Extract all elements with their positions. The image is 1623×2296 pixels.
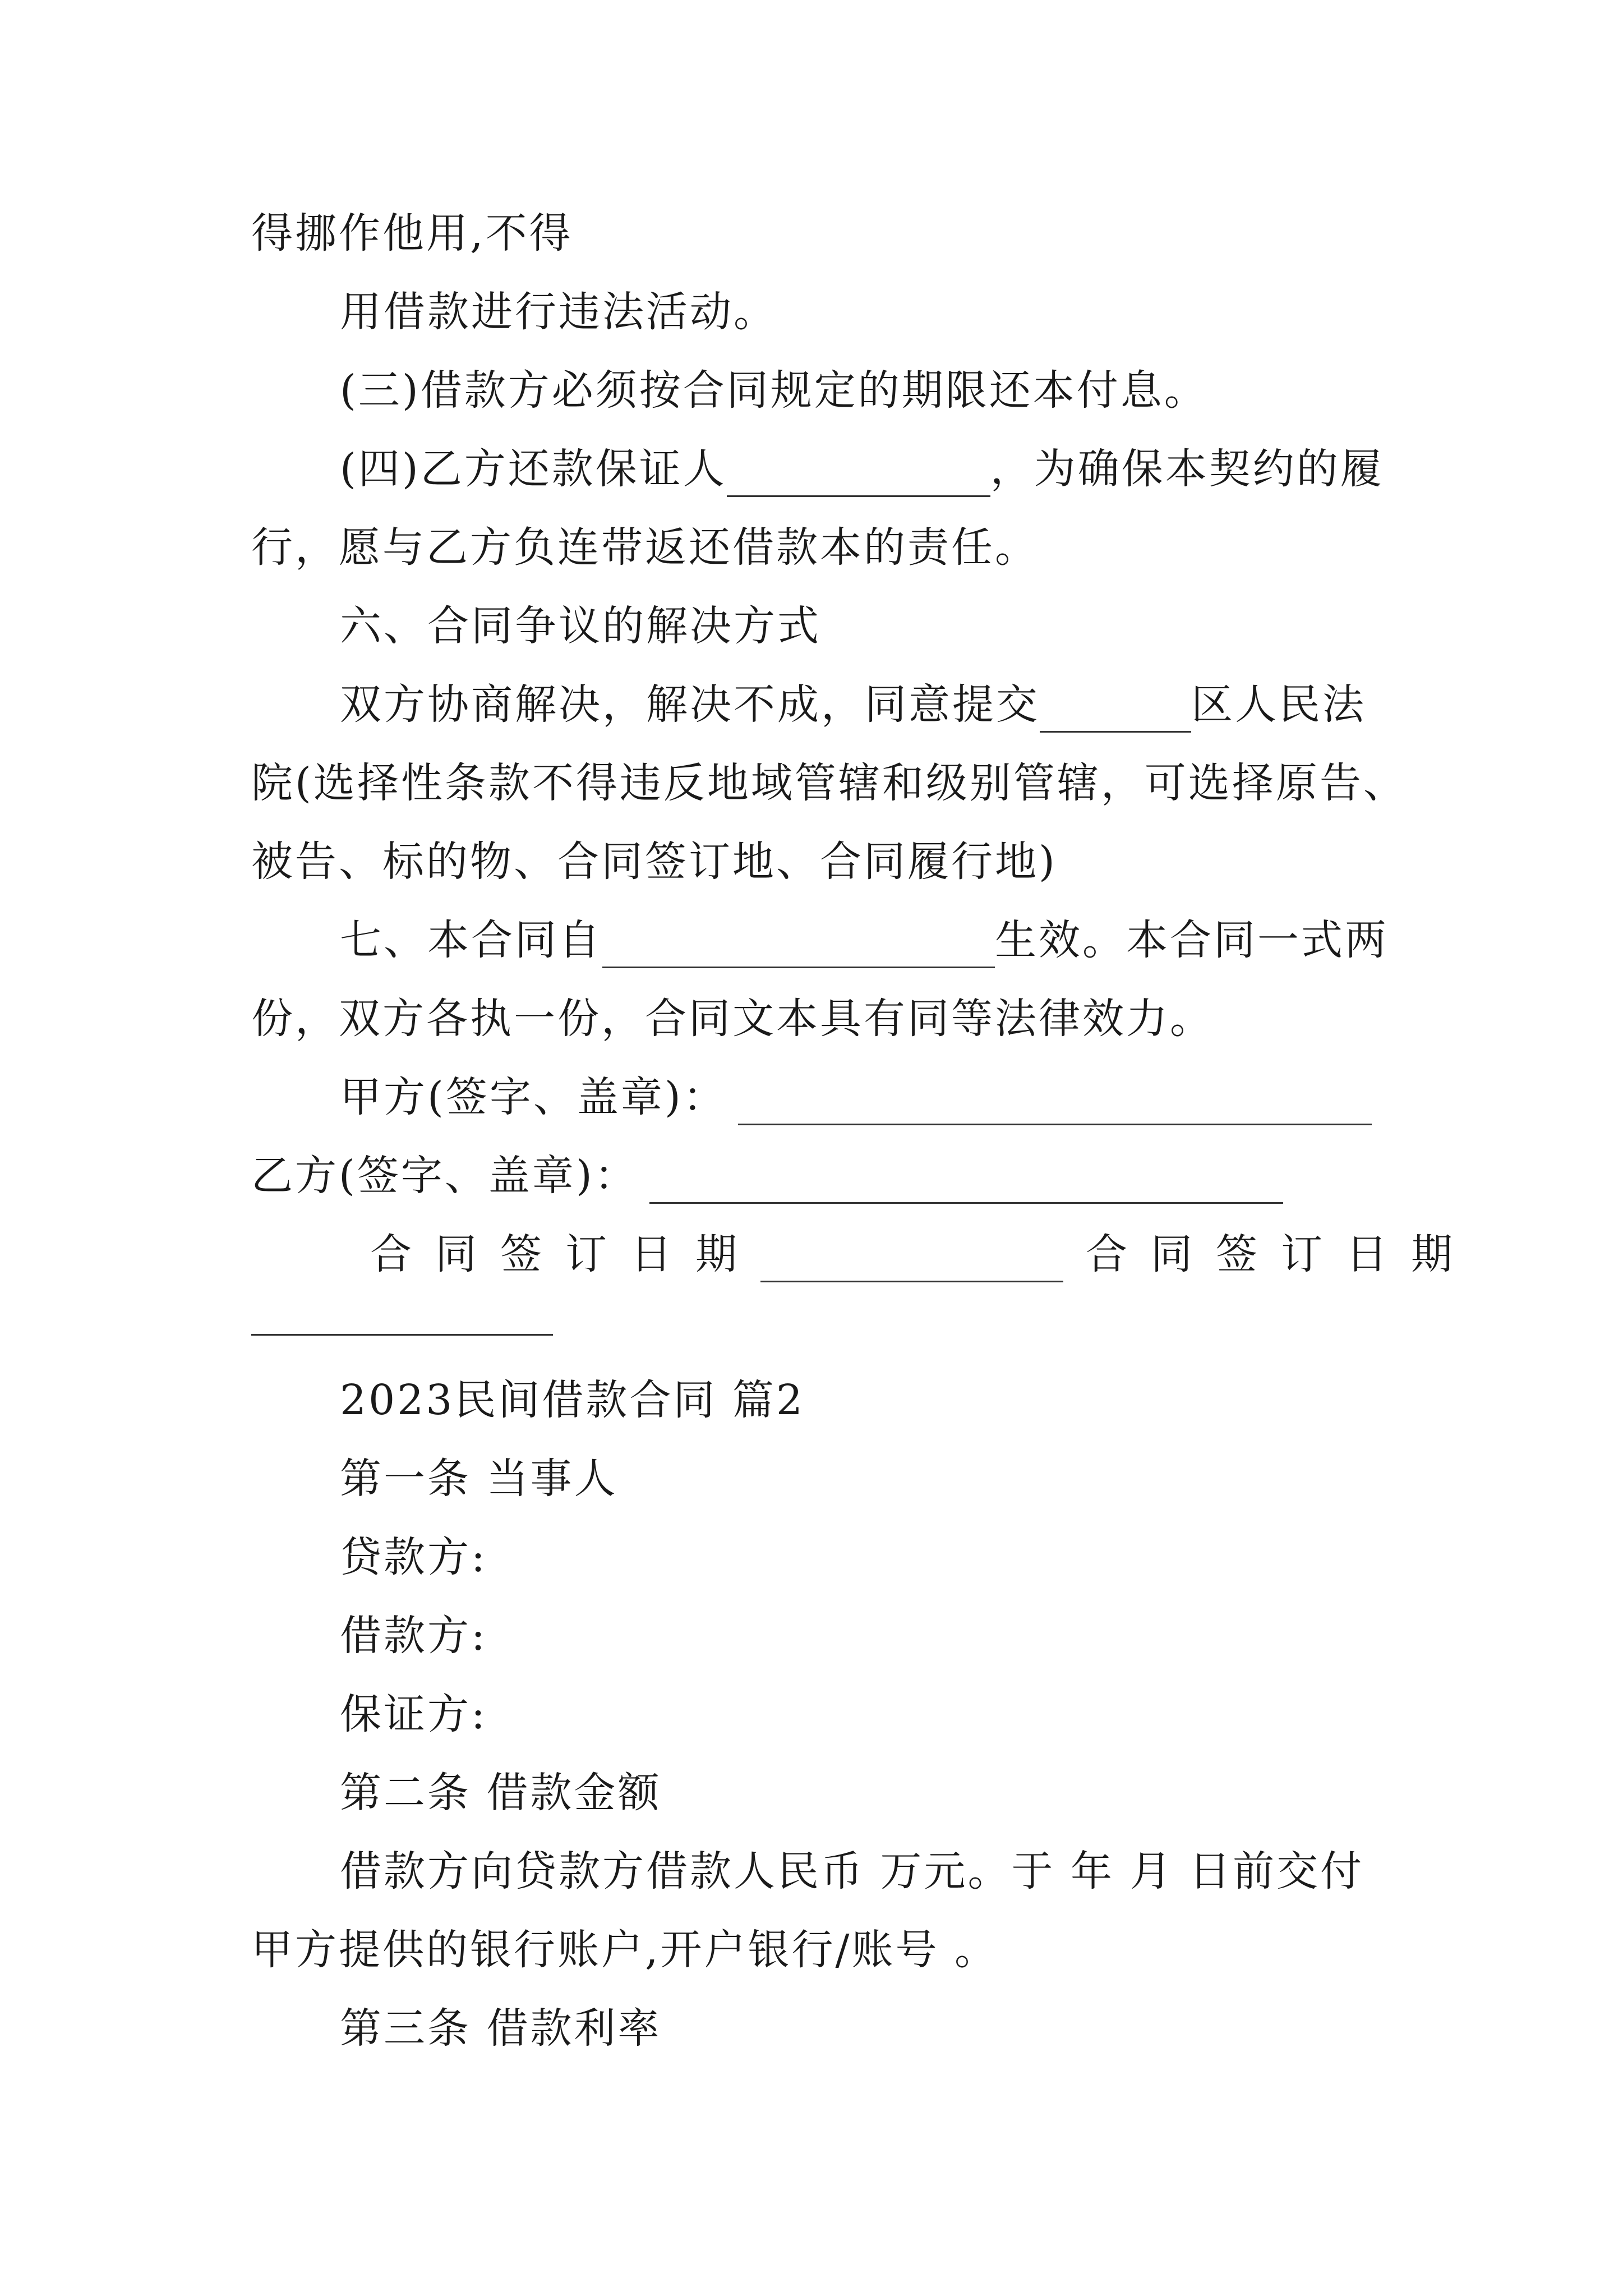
text-span: (三)借款方必须按合同规定的期限还本付息。 bbox=[340, 366, 1208, 415]
text-span: 院(选择性条款不得违反地域管辖和级别管辖，可选择原告、 bbox=[251, 759, 1407, 807]
text-span: 保证方: bbox=[340, 1690, 487, 1738]
text-span: 甲方(签字、盖章)： bbox=[340, 1073, 727, 1121]
text-span: 生效。本合同一式两 bbox=[995, 916, 1389, 964]
text-span: ，为确保本契约的履 bbox=[990, 445, 1384, 493]
text-span: 得挪作他用,不得 bbox=[251, 209, 573, 257]
text-line bbox=[340, 1686, 1473, 1742]
text-span: 合同签订日期 bbox=[370, 1230, 760, 1278]
text-line bbox=[340, 1529, 1473, 1585]
text-span: 行，愿与乙方负连带返还借款本的责任。 bbox=[251, 523, 1039, 572]
text-span: 双方协商解决，解决不成，同意提交 bbox=[340, 680, 1040, 729]
text-span: 六、合同争议的解决方式 bbox=[340, 602, 821, 650]
text-span: 区人民法 bbox=[1191, 680, 1366, 729]
text-line bbox=[340, 1608, 1473, 1664]
text-span: 借款方向贷款方借款人民币 万元。于 年 月 日前交付 bbox=[340, 1847, 1364, 1895]
blank-line bbox=[649, 1158, 1283, 1204]
text-span: (四)乙方还款保证人 bbox=[340, 445, 727, 493]
text-span: 乙方(签字、盖章)： bbox=[251, 1152, 638, 1200]
text-line bbox=[340, 912, 1473, 968]
signature-line-party-a bbox=[340, 1069, 1473, 1125]
blank-line bbox=[602, 923, 995, 968]
blank-line bbox=[251, 1334, 553, 1336]
text-span: 第二条 借款金额 bbox=[340, 1769, 662, 1817]
text-line bbox=[251, 1922, 1384, 1978]
text-line bbox=[340, 362, 1473, 418]
text-span: 合同签订日期 bbox=[1086, 1230, 1476, 1278]
text-span: 借款方: bbox=[340, 1612, 487, 1660]
text-line bbox=[340, 1843, 1473, 1899]
text-span: 份，双方各执一份，合同文本具有同等法律效力。 bbox=[251, 995, 1214, 1043]
text-line bbox=[251, 755, 1407, 811]
text-span: 第一条 当事人 bbox=[340, 1455, 618, 1503]
text-line bbox=[251, 519, 1384, 576]
text-line bbox=[251, 205, 1384, 261]
text-line bbox=[251, 834, 1384, 890]
section-heading bbox=[340, 1451, 1473, 1507]
section-heading bbox=[340, 1765, 1473, 1821]
text-span: 甲方提供的银行账户,开户银行/账号 。 bbox=[251, 1926, 998, 1974]
text-span: 七、本合同自 bbox=[340, 916, 602, 964]
text-line bbox=[251, 991, 1384, 1047]
text-span: 2023民间借款合同 篇2 bbox=[340, 1376, 805, 1424]
blank-line bbox=[738, 1080, 1372, 1125]
section-heading bbox=[340, 2000, 1473, 2056]
text-span: 被告、标的物、合同签订地、合同履行地) bbox=[251, 838, 1057, 886]
text-line bbox=[340, 677, 1473, 733]
signing-date-line bbox=[370, 1226, 1503, 1282]
text-line bbox=[340, 441, 1473, 497]
signature-line-party-b bbox=[251, 1148, 1384, 1204]
blank-line bbox=[727, 452, 990, 497]
text-span: 第三条 借款利率 bbox=[340, 2004, 662, 2053]
blank-line bbox=[760, 1237, 1063, 1282]
text-span: 用借款进行违法活动。 bbox=[340, 288, 777, 336]
text-line bbox=[340, 284, 1473, 340]
text-span: 贷款方: bbox=[340, 1533, 487, 1581]
section-heading bbox=[340, 598, 1473, 654]
document-title bbox=[340, 1372, 1473, 1428]
blank-line bbox=[1040, 687, 1191, 733]
